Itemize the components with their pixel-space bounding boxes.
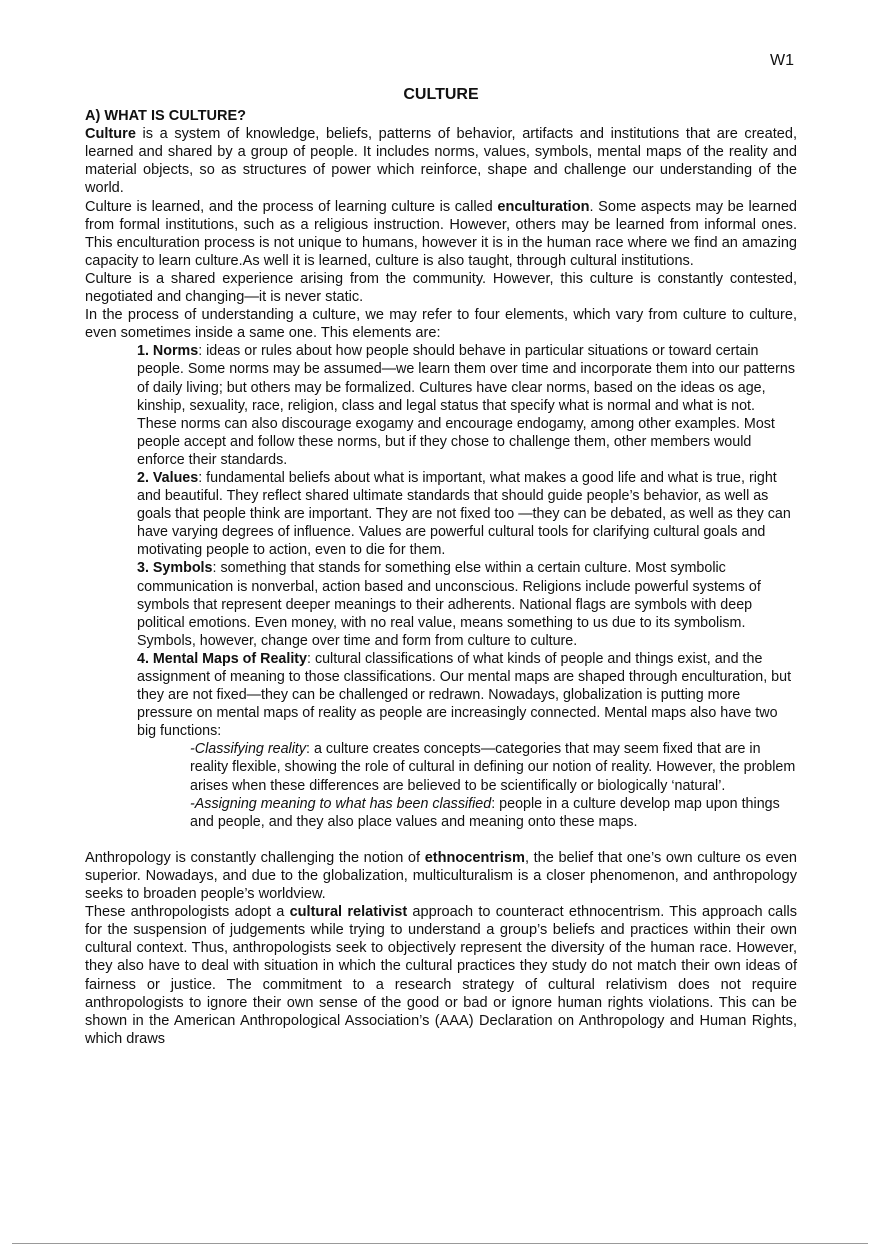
paragraph-four-elements: In the process of understanding a culture, we may refer to four elements, which vary from culture to culture, even sometimes inside a same one. This elements are: xyxy=(85,307,797,342)
paragraph-text: Culture is learned, and the process of learning culture is called xyxy=(85,198,498,215)
page-label: W1 xyxy=(770,52,794,69)
paragraph-text: Anthropology is constantly challenging the notion of xyxy=(85,849,425,866)
paragraph-cultural-relativism xyxy=(85,903,797,1048)
element-text: : fundamental beliefs about what is important, what makes a good life and what is true, right and beautiful. They reflect shared ultimate standards that should guide people’s behavior, as well as goals that people think are important. They are not fixed too —they can be debated, as well as they can have varying degrees of influence. Values are powerful cultural tools for clarifying cultural goals and motivating people to action, even to die for them. xyxy=(137,469,791,559)
document-body xyxy=(85,86,797,1048)
term-ethnocentrism: ethnocentrism xyxy=(424,849,525,866)
paragraph-shared-experience: Culture is a shared experience arising from the community. However, this culture is constantly contested, negotiated and changing—it is never static. xyxy=(85,270,797,306)
list-item-values xyxy=(137,469,797,559)
paragraph-text: These anthropologists adopt a xyxy=(85,904,290,921)
function-title: -Assigning meaning to what has been classified xyxy=(190,795,492,812)
element-text: : cultural classifications of what kinds of people and things exist, and the assignment of meaning to those classifications. Our mental maps are shaped through enculturation, but they are not fixed—they can be challenged or redrawn. Nowadays, globalization is putting more pressure on mental maps of reality as people are increasingly connected. Mental maps also have two big functions: xyxy=(137,650,792,740)
element-title: 2. Values xyxy=(137,469,199,486)
paragraph-ethnocentrism xyxy=(85,849,797,903)
element-text: : something that stands for something else within a certain culture. Most symbolic communication is nonverbal, action based and unconscious. Religions include powerful systems of symbols that represent deeper meanings to their adherents. National flags are symbols with deep political emotions. Even money, with no real value, means something to us due to its symbolism. Symbols, however, change over time and form from culture to culture. xyxy=(137,560,761,649)
function-text: : people in a culture develop map upon things and people, and they also place values and meaning onto these maps. xyxy=(190,795,780,830)
function-title: -Classifying reality xyxy=(190,741,306,758)
list-item-symbols xyxy=(137,559,797,649)
paragraph-culture-definition xyxy=(85,125,797,197)
function-assigning-meaning xyxy=(190,795,800,831)
paragraph-text: approach to counteract ethnocentrism. This approach calls for the suspension of judgements while trying to understand a group’s beliefs and practices within their own cultural context. Thus, anthropologists seek to objectively represent the diversity of the human race. However, they also have to deal with situation in which the cultural practices they study do not match their own ideas of fairness or justice. The commitment to a research strategy of cultural relativism does not require anthropologists to ignore their own sense of the good or bad or ignore human rights violations. This can be shown in the American Anthropological Association’s (AAA) Declaration on Anthropology and Human Rights, which draws xyxy=(85,904,797,1047)
paragraph-text: , the belief that one’s own culture os even superior. Nowadays, and due to the globalization, multiculturalism is a closer phenomenon, and anthropology seeks to broaden people’s worldview. xyxy=(85,849,798,903)
element-text: : ideas or rules about how people should behave in particular situations or toward certain people. Some norms may be assumed—we learn them over time and incorporate them into our patterns of daily living; but others may be formalized. Cultures have clear norms, based on the ideas os age, kinship, sexuality, race, religion, class and legal status that specify what is normal and what is not. These norms can also discourage exogamy and encourage endogamy, among other examples. Most people accept and follow these norms, but if they chose to challenge them, other members would enforce their standards. xyxy=(137,343,795,468)
paragraph-gap xyxy=(85,831,797,849)
list-item-mental-maps xyxy=(137,650,797,740)
element-title: 3. Symbols xyxy=(137,560,213,577)
mental-map-functions xyxy=(190,740,800,830)
function-classifying-reality xyxy=(190,740,800,794)
elements-list xyxy=(137,342,797,831)
element-title: 1. Norms xyxy=(137,343,199,360)
term-cultural-relativist: cultural relativist xyxy=(289,904,408,921)
list-item-norms xyxy=(137,342,797,469)
paragraph-text: is a system of knowledge, beliefs, patterns of behavior, artifacts and institutions that are created, learned and shared by a group of people. It includes norms, values, symbols, mental maps of the reality and material objects, so as structures of power which reinforce, shape and challenge our understanding of the world. xyxy=(85,126,797,197)
paragraph-enculturation xyxy=(85,198,797,270)
term-culture: Culture xyxy=(85,126,136,143)
section-heading: A) WHAT IS CULTURE? xyxy=(85,108,247,125)
term-enculturation: enculturation xyxy=(497,198,590,215)
paragraph-text: . Some aspects may be learned from formal institutions, such as a religious instruction. However, others may be learned from informal ones. This enculturation process is not unique to humans, however it is in the human race where we find an amazing capacity to learn culture.As well it is learned, culture is also taught, through cultural institutions. xyxy=(85,198,797,269)
page-title: CULTURE xyxy=(403,86,479,103)
element-title: 4. Mental Maps of Reality xyxy=(137,650,308,667)
footer-divider xyxy=(12,1243,868,1244)
function-text: : a culture creates concepts—categories that may seem fixed that are in reality flexible, showing the role of cultural in defining our notion of reality. However, the problem arises when these differences are believed to be scientifically or biologically ‘natural’. xyxy=(190,741,796,794)
